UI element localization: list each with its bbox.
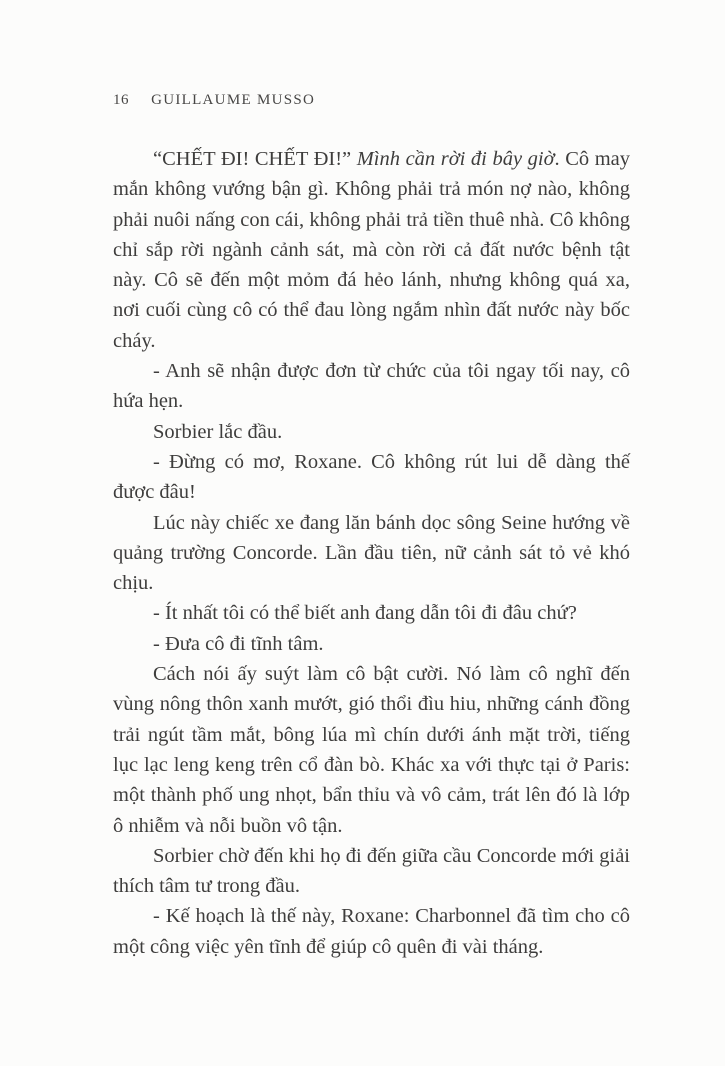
text-run: - Ít nhất tôi có thể biết anh đang dẫn tôi đi đâu chứ? bbox=[153, 602, 577, 625]
paragraph bbox=[113, 508, 630, 599]
italic-text-run: Mình cần rời đi bây giờ bbox=[356, 148, 555, 170]
text-run: Cách nói ấy suýt làm cô bật cười. Nó làm cô nghĩ đến vùng nông thôn xanh mướt, gió thổi đìu hiu, những cánh đồng trải ngút tầm mắt, bông lúa mì chín dưới ánh mặt trời, tiếng lục lạc leng keng trên cổ đàn bò. Khác xa với thực tại ở Paris: một thành phố ung nhọt, bẩn thỉu và vô cảm, trát lên đó là lớp ô nhiễm và nỗi buồn vô tận. bbox=[113, 663, 630, 837]
text-run: . Cô may mắn không vướng bận gì. Không phải trả món nợ nào, không phải nuôi nấng con cái, không phải trả tiền thuê nhà. Cô không chỉ sắp rời ngành cảnh sát, mà còn rời cả đất nước bệnh tật này. Cô sẽ đến một mỏm đá hẻo lánh, nhưng không quá xa, nơi cuối cùng cô có thể đau lòng ngắm nhìn đất nước này bốc cháy. bbox=[113, 148, 631, 352]
text-run: - Đưa cô đi tĩnh tâm. bbox=[153, 632, 324, 655]
running-header bbox=[113, 92, 315, 109]
text-run: - Đừng có mơ, Roxane. Cô không rút lui dễ dàng thế được đâu! bbox=[113, 450, 630, 504]
paragraph bbox=[113, 144, 630, 356]
text-run: - Kế hoạch là thế này, Roxane: Charbonnel đã tìm cho cô một công việc yên tĩnh để giúp cô quên đi vài tháng. bbox=[113, 905, 630, 958]
text-run: “CHẾT ĐI! CHẾT ĐI!” bbox=[153, 148, 357, 170]
text-run: Sorbier lắc đầu. bbox=[153, 420, 283, 443]
paragraph bbox=[113, 447, 630, 508]
paragraph bbox=[113, 901, 630, 962]
running-header-author: GUILLAUME MUSSO bbox=[151, 92, 316, 108]
text-run: - Anh sẽ nhận được đơn từ chức của tôi ngay tối nay, cô hứa hẹn. bbox=[113, 360, 630, 413]
paragraph bbox=[113, 841, 630, 902]
paragraph bbox=[113, 629, 630, 659]
page-number: 16 bbox=[113, 92, 129, 108]
paragraph bbox=[113, 659, 630, 841]
body-text bbox=[113, 144, 630, 962]
text-run: Lúc này chiếc xe đang lăn bánh dọc sông Seine hướng về quảng trường Concorde. Lần đầu tiên, nữ cảnh sát tỏ vẻ khó chịu. bbox=[113, 511, 630, 595]
paragraph bbox=[113, 356, 630, 417]
paragraph bbox=[113, 598, 630, 628]
text-run: Sorbier chờ đến khi họ đi đến giữa cầu Concorde mới giải thích tâm tư trong đầu. bbox=[113, 844, 630, 898]
paragraph bbox=[113, 417, 630, 447]
